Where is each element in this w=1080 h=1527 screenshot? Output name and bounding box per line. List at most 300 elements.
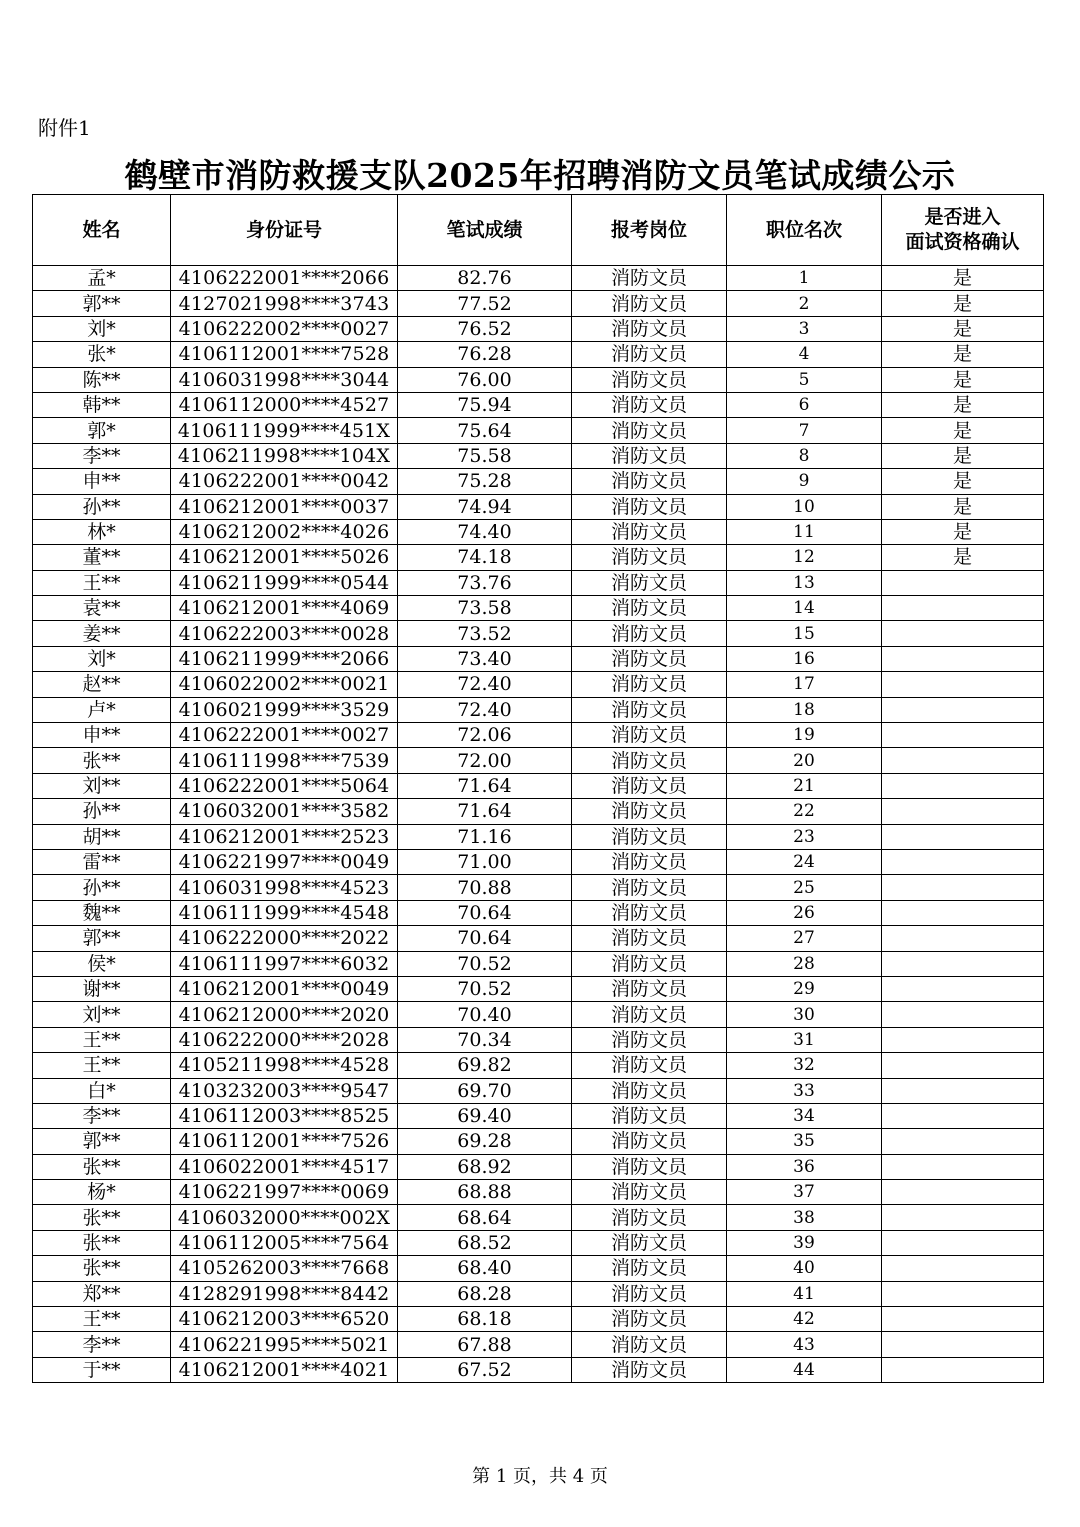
- table-row: [33, 849, 1044, 874]
- header-id: 身份证号: [171, 195, 398, 266]
- cell-score: 76.00: [398, 367, 572, 392]
- cell-id: 4106211998****104X: [171, 443, 398, 468]
- cell-score: 69.70: [398, 1078, 572, 1103]
- table-row: [33, 875, 1044, 900]
- cell-post: 消防文员: [572, 570, 727, 595]
- table-row: [33, 748, 1044, 773]
- header-qualify-line2: 面试资格确认: [905, 231, 1020, 253]
- cell-rank: 3: [727, 316, 882, 341]
- cell-name: 申**: [33, 723, 171, 748]
- cell-post: 消防文员: [572, 342, 727, 367]
- cell-qualify: [882, 748, 1044, 773]
- cell-qualify: 是: [882, 545, 1044, 570]
- cell-rank: 40: [727, 1256, 882, 1281]
- table-row: [33, 545, 1044, 570]
- cell-qualify: [882, 1256, 1044, 1281]
- cell-name: 李**: [33, 1332, 171, 1357]
- table-row: [33, 1103, 1044, 1128]
- table-row: [33, 1053, 1044, 1078]
- cell-rank: 25: [727, 875, 882, 900]
- table-row: [33, 672, 1044, 697]
- cell-score: 70.34: [398, 1027, 572, 1052]
- cell-score: 71.00: [398, 849, 572, 874]
- cell-rank: 37: [727, 1180, 882, 1205]
- cell-post: 消防文员: [572, 418, 727, 443]
- table-row: [33, 1078, 1044, 1103]
- cell-post: 消防文员: [572, 1230, 727, 1255]
- cell-qualify: [882, 672, 1044, 697]
- header-score: 笔试成绩: [398, 195, 572, 266]
- cell-name: 李**: [33, 1103, 171, 1128]
- cell-name: 郭**: [33, 1129, 171, 1154]
- cell-qualify: [882, 875, 1044, 900]
- cell-qualify: [882, 1205, 1044, 1230]
- cell-qualify: 是: [882, 519, 1044, 544]
- cell-name: 白*: [33, 1078, 171, 1103]
- cell-score: 70.40: [398, 1002, 572, 1027]
- table-row: [33, 1307, 1044, 1332]
- cell-qualify: [882, 621, 1044, 646]
- cell-id: 4106212001****5026: [171, 545, 398, 570]
- table-row: [33, 1256, 1044, 1281]
- cell-score: 73.76: [398, 570, 572, 595]
- table-row: [33, 392, 1044, 417]
- cell-name: 张**: [33, 1205, 171, 1230]
- cell-qualify: [882, 1053, 1044, 1078]
- cell-id: 4106212001****4069: [171, 596, 398, 621]
- cell-qualify: [882, 1103, 1044, 1128]
- cell-post: 消防文员: [572, 697, 727, 722]
- cell-score: 74.18: [398, 545, 572, 570]
- table-row: [33, 951, 1044, 976]
- cell-name: 郑**: [33, 1281, 171, 1306]
- cell-post: 消防文员: [572, 926, 727, 951]
- cell-id: 4106031998****4523: [171, 875, 398, 900]
- cell-name: 张**: [33, 1230, 171, 1255]
- cell-name: 袁**: [33, 596, 171, 621]
- cell-score: 68.92: [398, 1154, 572, 1179]
- table-row: [33, 570, 1044, 595]
- cell-id: 4106112005****7564: [171, 1230, 398, 1255]
- table-row: [33, 469, 1044, 494]
- cell-qualify: [882, 1002, 1044, 1027]
- cell-score: 76.28: [398, 342, 572, 367]
- cell-post: 消防文员: [572, 469, 727, 494]
- cell-score: 70.52: [398, 951, 572, 976]
- cell-score: 68.88: [398, 1180, 572, 1205]
- cell-rank: 7: [727, 418, 882, 443]
- cell-qualify: [882, 799, 1044, 824]
- cell-rank: 8: [727, 443, 882, 468]
- cell-post: 消防文员: [572, 1332, 727, 1357]
- cell-score: 75.28: [398, 469, 572, 494]
- cell-post: 消防文员: [572, 494, 727, 519]
- cell-id: 4106212001****4021: [171, 1357, 398, 1382]
- header-post: 报考岗位: [572, 195, 727, 266]
- cell-id: 4106212001****0049: [171, 976, 398, 1001]
- cell-rank: 20: [727, 748, 882, 773]
- cell-score: 67.88: [398, 1332, 572, 1357]
- cell-post: 消防文员: [572, 367, 727, 392]
- cell-rank: 5: [727, 367, 882, 392]
- cell-qualify: [882, 926, 1044, 951]
- cell-name: 刘*: [33, 316, 171, 341]
- cell-qualify: [882, 1357, 1044, 1382]
- cell-rank: 21: [727, 773, 882, 798]
- cell-qualify: [882, 951, 1044, 976]
- cell-score: 75.64: [398, 418, 572, 443]
- cell-rank: 23: [727, 824, 882, 849]
- cell-post: 消防文员: [572, 799, 727, 824]
- cell-score: 70.64: [398, 900, 572, 925]
- cell-id: 4106021999****3529: [171, 697, 398, 722]
- table-row: [33, 596, 1044, 621]
- cell-post: 消防文员: [572, 1256, 727, 1281]
- cell-name: 卢*: [33, 697, 171, 722]
- cell-name: 张*: [33, 342, 171, 367]
- cell-name: 林*: [33, 519, 171, 544]
- cell-post: 消防文员: [572, 291, 727, 316]
- cell-qualify: 是: [882, 342, 1044, 367]
- cell-post: 消防文员: [572, 1103, 727, 1128]
- cell-rank: 44: [727, 1357, 882, 1382]
- cell-id: 4106112001****7526: [171, 1129, 398, 1154]
- cell-qualify: [882, 849, 1044, 874]
- cell-post: 消防文员: [572, 875, 727, 900]
- cell-qualify: [882, 1078, 1044, 1103]
- cell-qualify: [882, 824, 1044, 849]
- cell-rank: 14: [727, 596, 882, 621]
- cell-rank: 24: [727, 849, 882, 874]
- cell-name: 刘*: [33, 646, 171, 671]
- cell-name: 郭**: [33, 926, 171, 951]
- cell-score: 82.76: [398, 266, 572, 291]
- header-name: 姓名: [33, 195, 171, 266]
- cell-rank: 29: [727, 976, 882, 1001]
- cell-name: 董**: [33, 545, 171, 570]
- cell-post: 消防文员: [572, 443, 727, 468]
- cell-post: 消防文员: [572, 976, 727, 1001]
- cell-post: 消防文员: [572, 316, 727, 341]
- cell-id: 4106222001****5064: [171, 773, 398, 798]
- cell-score: 72.00: [398, 748, 572, 773]
- cell-id: 4106222001****0042: [171, 469, 398, 494]
- cell-name: 张**: [33, 1256, 171, 1281]
- table-row: [33, 367, 1044, 392]
- cell-score: 72.40: [398, 672, 572, 697]
- cell-qualify: 是: [882, 494, 1044, 519]
- table-row: [33, 697, 1044, 722]
- cell-post: 消防文员: [572, 723, 727, 748]
- table-row: [33, 1332, 1044, 1357]
- cell-score: 71.64: [398, 799, 572, 824]
- cell-qualify: 是: [882, 291, 1044, 316]
- cell-id: 4106112003****8525: [171, 1103, 398, 1128]
- cell-post: 消防文员: [572, 392, 727, 417]
- cell-post: 消防文员: [572, 1078, 727, 1103]
- cell-post: 消防文员: [572, 1180, 727, 1205]
- cell-score: 70.52: [398, 976, 572, 1001]
- cell-rank: 17: [727, 672, 882, 697]
- cell-rank: 32: [727, 1053, 882, 1078]
- cell-rank: 12: [727, 545, 882, 570]
- cell-score: 73.40: [398, 646, 572, 671]
- cell-id: 4106111997****6032: [171, 951, 398, 976]
- cell-id: 4106222001****0027: [171, 723, 398, 748]
- table-body: [33, 266, 1044, 1383]
- table-row: [33, 1230, 1044, 1255]
- cell-score: 69.40: [398, 1103, 572, 1128]
- cell-id: 4106221997****0069: [171, 1180, 398, 1205]
- table-row: [33, 1002, 1044, 1027]
- cell-name: 申**: [33, 469, 171, 494]
- table-row: [33, 799, 1044, 824]
- table-row: [33, 342, 1044, 367]
- table-row: [33, 926, 1044, 951]
- table-header: [33, 195, 1044, 266]
- cell-rank: 22: [727, 799, 882, 824]
- page-title: 鹤壁市消防救援支队2025年招聘消防文员笔试成绩公示: [124, 156, 956, 195]
- cell-id: 4106111999****4548: [171, 900, 398, 925]
- cell-name: 胡**: [33, 824, 171, 849]
- cell-id: 4106112000****4527: [171, 392, 398, 417]
- cell-post: 消防文员: [572, 1129, 727, 1154]
- cell-post: 消防文员: [572, 773, 727, 798]
- cell-id: 4106111998****7539: [171, 748, 398, 773]
- table-row: [33, 519, 1044, 544]
- cell-qualify: [882, 1027, 1044, 1052]
- cell-id: 4106022001****4517: [171, 1154, 398, 1179]
- cell-rank: 42: [727, 1307, 882, 1332]
- table-row: [33, 266, 1044, 291]
- cell-id: 4103232003****9547: [171, 1078, 398, 1103]
- cell-id: 4106212001****2523: [171, 824, 398, 849]
- cell-id: 4106222002****0027: [171, 316, 398, 341]
- cell-qualify: [882, 1281, 1044, 1306]
- cell-rank: 2: [727, 291, 882, 316]
- cell-post: 消防文员: [572, 1307, 727, 1332]
- cell-name: 谢**: [33, 976, 171, 1001]
- cell-rank: 31: [727, 1027, 882, 1052]
- cell-rank: 15: [727, 621, 882, 646]
- cell-id: 4106212001****0037: [171, 494, 398, 519]
- cell-name: 孟*: [33, 266, 171, 291]
- attachment-label: 附件1: [38, 116, 91, 140]
- cell-rank: 26: [727, 900, 882, 925]
- cell-qualify: [882, 723, 1044, 748]
- cell-rank: 36: [727, 1154, 882, 1179]
- cell-id: 4106032000****002X: [171, 1205, 398, 1230]
- cell-score: 75.94: [398, 392, 572, 417]
- cell-id: 4106032001****3582: [171, 799, 398, 824]
- cell-id: 4106221997****0049: [171, 849, 398, 874]
- cell-rank: 35: [727, 1129, 882, 1154]
- cell-rank: 28: [727, 951, 882, 976]
- cell-rank: 6: [727, 392, 882, 417]
- cell-id: 4106111999****451X: [171, 418, 398, 443]
- cell-name: 姜**: [33, 621, 171, 646]
- cell-qualify: 是: [882, 418, 1044, 443]
- cell-rank: 41: [727, 1281, 882, 1306]
- cell-id: 4106222000****2022: [171, 926, 398, 951]
- cell-qualify: [882, 1332, 1044, 1357]
- cell-score: 72.06: [398, 723, 572, 748]
- table-row: [33, 1180, 1044, 1205]
- cell-qualify: 是: [882, 392, 1044, 417]
- table-row: [33, 976, 1044, 1001]
- cell-post: 消防文员: [572, 672, 727, 697]
- cell-post: 消防文员: [572, 646, 727, 671]
- cell-name: 张**: [33, 748, 171, 773]
- table-row: [33, 494, 1044, 519]
- cell-name: 孙**: [33, 799, 171, 824]
- cell-post: 消防文员: [572, 1053, 727, 1078]
- table-row: [33, 773, 1044, 798]
- header-rank: 职位名次: [727, 195, 882, 266]
- cell-rank: 43: [727, 1332, 882, 1357]
- cell-rank: 39: [727, 1230, 882, 1255]
- cell-post: 消防文员: [572, 1205, 727, 1230]
- cell-score: 75.58: [398, 443, 572, 468]
- cell-score: 73.58: [398, 596, 572, 621]
- cell-score: 70.88: [398, 875, 572, 900]
- cell-score: 68.18: [398, 1307, 572, 1332]
- cell-name: 王**: [33, 570, 171, 595]
- cell-id: 4127021998****3743: [171, 291, 398, 316]
- cell-id: 4106211999****2066: [171, 646, 398, 671]
- score-table: [32, 194, 1044, 1383]
- table-row: [33, 443, 1044, 468]
- cell-score: 68.28: [398, 1281, 572, 1306]
- cell-qualify: [882, 1154, 1044, 1179]
- cell-post: 消防文员: [572, 1357, 727, 1382]
- table-row: [33, 621, 1044, 646]
- cell-qualify: 是: [882, 316, 1044, 341]
- cell-score: 68.52: [398, 1230, 572, 1255]
- cell-qualify: 是: [882, 367, 1044, 392]
- cell-qualify: 是: [882, 266, 1044, 291]
- table-row: [33, 291, 1044, 316]
- cell-post: 消防文员: [572, 266, 727, 291]
- cell-rank: 19: [727, 723, 882, 748]
- cell-rank: 1: [727, 266, 882, 291]
- cell-rank: 34: [727, 1103, 882, 1128]
- cell-rank: 9: [727, 469, 882, 494]
- cell-rank: 33: [727, 1078, 882, 1103]
- cell-rank: 4: [727, 342, 882, 367]
- cell-post: 消防文员: [572, 519, 727, 544]
- cell-post: 消防文员: [572, 824, 727, 849]
- cell-score: 67.52: [398, 1357, 572, 1382]
- cell-id: 4105262003****7668: [171, 1256, 398, 1281]
- cell-post: 消防文员: [572, 900, 727, 925]
- cell-name: 杨*: [33, 1180, 171, 1205]
- cell-name: 雷**: [33, 849, 171, 874]
- cell-name: 郭*: [33, 418, 171, 443]
- cell-qualify: [882, 900, 1044, 925]
- cell-rank: 11: [727, 519, 882, 544]
- cell-qualify: [882, 1129, 1044, 1154]
- table-row: [33, 1154, 1044, 1179]
- cell-score: 74.40: [398, 519, 572, 544]
- cell-qualify: [882, 646, 1044, 671]
- cell-name: 张**: [33, 1154, 171, 1179]
- table-row: [33, 723, 1044, 748]
- table-row: [33, 418, 1044, 443]
- cell-score: 69.82: [398, 1053, 572, 1078]
- table-row: [33, 1205, 1044, 1230]
- cell-name: 刘**: [33, 1002, 171, 1027]
- cell-rank: 38: [727, 1205, 882, 1230]
- cell-name: 侯*: [33, 951, 171, 976]
- cell-rank: 10: [727, 494, 882, 519]
- cell-rank: 13: [727, 570, 882, 595]
- cell-name: 王**: [33, 1307, 171, 1332]
- cell-id: 4106222003****0028: [171, 621, 398, 646]
- cell-id: 4105211998****4528: [171, 1053, 398, 1078]
- header-qualify: [882, 195, 1044, 266]
- cell-id: 4106222000****2028: [171, 1027, 398, 1052]
- cell-post: 消防文员: [572, 1281, 727, 1306]
- cell-id: 4106222001****2066: [171, 266, 398, 291]
- cell-name: 王**: [33, 1027, 171, 1052]
- cell-id: 4106212003****6520: [171, 1307, 398, 1332]
- table-row: [33, 900, 1044, 925]
- cell-name: 赵**: [33, 672, 171, 697]
- cell-rank: 27: [727, 926, 882, 951]
- cell-id: 4106211999****0544: [171, 570, 398, 595]
- cell-post: 消防文员: [572, 951, 727, 976]
- cell-post: 消防文员: [572, 1002, 727, 1027]
- cell-name: 孙**: [33, 494, 171, 519]
- cell-score: 72.40: [398, 697, 572, 722]
- cell-qualify: [882, 1230, 1044, 1255]
- cell-id: 4106212002****4026: [171, 519, 398, 544]
- cell-name: 王**: [33, 1053, 171, 1078]
- cell-name: 刘**: [33, 773, 171, 798]
- cell-qualify: [882, 596, 1044, 621]
- table-row: [33, 1027, 1044, 1052]
- cell-qualify: 是: [882, 443, 1044, 468]
- cell-id: 4106212000****2020: [171, 1002, 398, 1027]
- cell-post: 消防文员: [572, 1027, 727, 1052]
- cell-name: 李**: [33, 443, 171, 468]
- cell-id: 4106031998****3044: [171, 367, 398, 392]
- cell-score: 71.16: [398, 824, 572, 849]
- cell-qualify: 是: [882, 469, 1044, 494]
- cell-post: 消防文员: [572, 545, 727, 570]
- table-row: [33, 1357, 1044, 1382]
- table-row: [33, 1281, 1044, 1306]
- cell-name: 魏**: [33, 900, 171, 925]
- cell-qualify: [882, 976, 1044, 1001]
- table-row: [33, 646, 1044, 671]
- cell-post: 消防文员: [572, 748, 727, 773]
- table-row: [33, 824, 1044, 849]
- cell-post: 消防文员: [572, 849, 727, 874]
- cell-score: 76.52: [398, 316, 572, 341]
- cell-score: 70.64: [398, 926, 572, 951]
- cell-qualify: [882, 1180, 1044, 1205]
- cell-rank: 18: [727, 697, 882, 722]
- cell-name: 孙**: [33, 875, 171, 900]
- cell-score: 69.28: [398, 1129, 572, 1154]
- cell-qualify: [882, 570, 1044, 595]
- cell-post: 消防文员: [572, 1154, 727, 1179]
- cell-score: 73.52: [398, 621, 572, 646]
- cell-name: 于**: [33, 1357, 171, 1382]
- cell-score: 74.94: [398, 494, 572, 519]
